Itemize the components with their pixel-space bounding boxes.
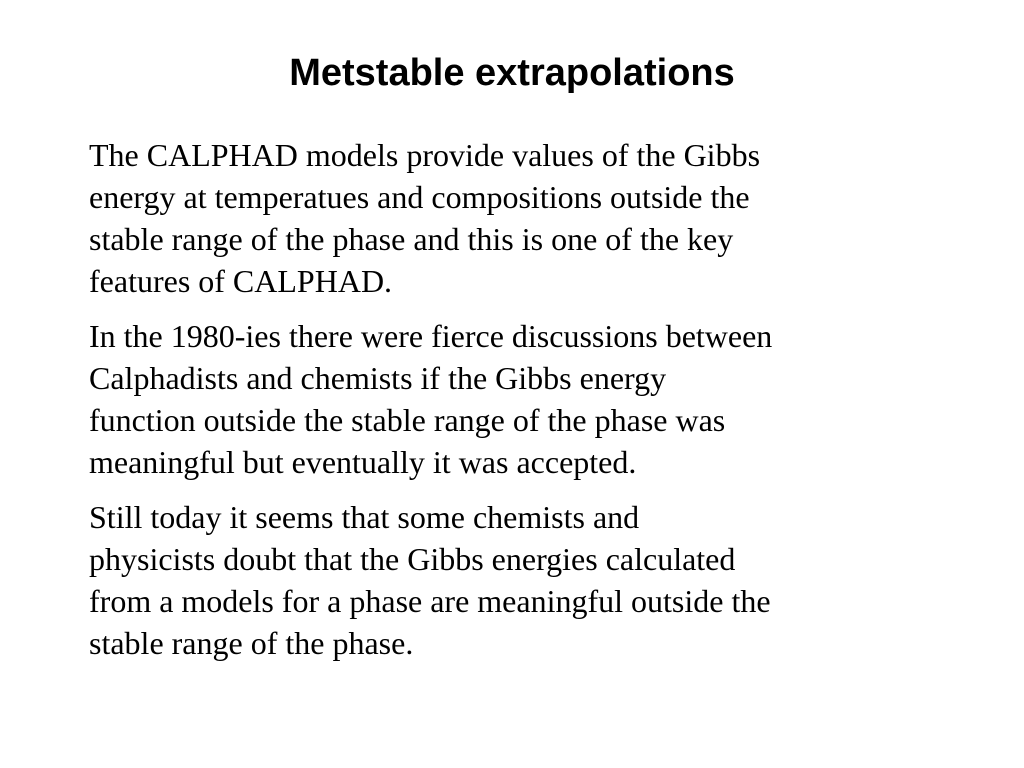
- paragraph-1980-discussions: [89, 315, 969, 483]
- text-line: from a models for a phase are meaningful outside the: [89, 583, 771, 619]
- text-line: energy at temperatues and compositions outside the: [89, 179, 750, 215]
- paragraph-still-today: [89, 496, 969, 664]
- text-line: stable range of the phase and this is one of the key: [89, 221, 734, 257]
- text-line: features of CALPHAD.: [89, 263, 393, 299]
- text-line: The CALPHAD models provide values of the Gibbs: [89, 137, 761, 173]
- text-line: stable range of the phase.: [89, 625, 414, 661]
- text-line: In the 1980-ies there were fierce discussions between: [89, 318, 773, 354]
- text-line: Still today it seems that some chemists and: [89, 499, 640, 535]
- paragraph-calphad-models: [89, 134, 969, 302]
- slide-body: [89, 134, 969, 677]
- slide-title: Metstable extrapolations: [289, 52, 735, 94]
- text-line: physicists doubt that the Gibbs energies calculated: [89, 541, 736, 577]
- text-line: meaningful but eventually it was accepted.: [89, 444, 637, 480]
- text-line: function outside the stable range of the phase was: [89, 402, 726, 438]
- text-line: Calphadists and chemists if the Gibbs energy: [89, 360, 667, 396]
